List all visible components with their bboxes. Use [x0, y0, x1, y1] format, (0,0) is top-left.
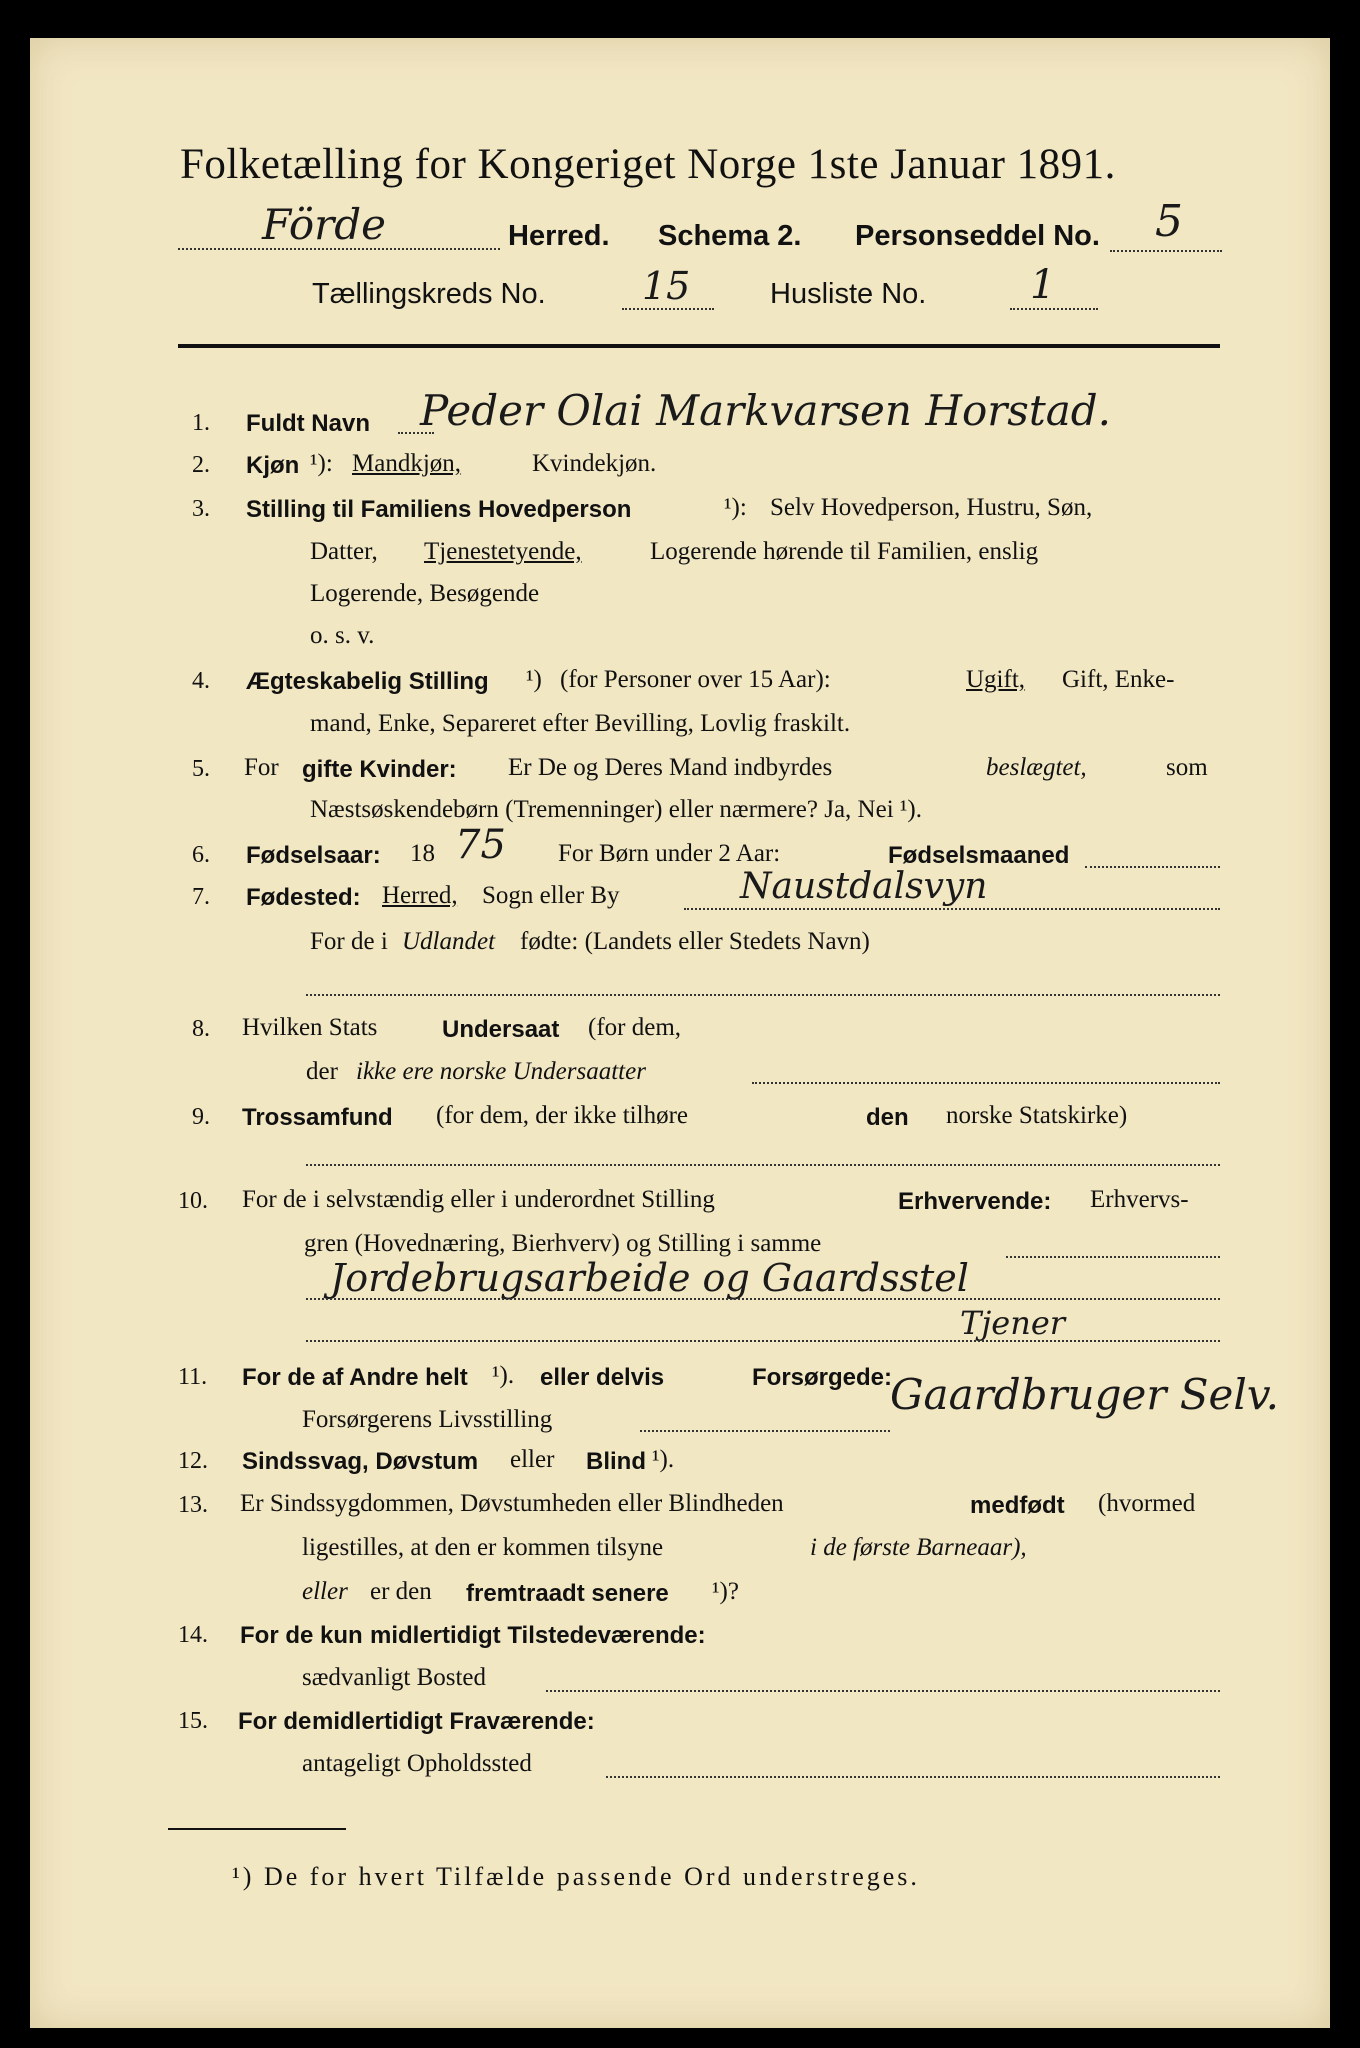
q10-line1a: For de i selvstændig eller i underordnet Stilling	[242, 1186, 715, 1213]
q11-answer: Gaardbruger Selv.	[890, 1370, 1279, 1419]
q13-line2a: ligestilles, at den er kommen tilsyne	[302, 1534, 664, 1561]
q3-label: Stilling til Familiens Hovedperson	[246, 496, 632, 523]
q10-answer2: Tjener	[960, 1304, 1066, 1342]
q10-label: Erhvervende:	[898, 1188, 1052, 1215]
q15-line2: antageligt Opholdssted	[302, 1750, 532, 1777]
q4-label: Ægteskabelig Stilling	[246, 668, 489, 695]
q8-line2a: der	[306, 1058, 338, 1085]
q11-sup1: ¹).	[492, 1362, 515, 1389]
header-rule	[178, 344, 1220, 348]
q3-sup: ¹):	[724, 494, 747, 521]
q2-sup: ¹):	[310, 450, 333, 477]
footnote: ¹) De for hvert Tilfælde passende Ord understreges.	[232, 1862, 920, 1891]
schema-label: Schema 2.	[658, 220, 802, 252]
q3-number: 3.	[192, 496, 210, 522]
q13-line3b: ¹)?	[712, 1578, 739, 1605]
q3-option-tjenestetyende: Tjenestetyende,	[424, 538, 582, 565]
q11-line1a: For de af Andre helt	[242, 1364, 468, 1391]
q14-dots	[546, 1690, 1220, 1692]
q9-label: Trossamfund	[242, 1104, 393, 1131]
q14-number: 14.	[178, 1622, 208, 1648]
q14-label: midlertidigt Tilstedeværende:	[370, 1622, 706, 1649]
q11-label: Forsørgede:	[752, 1364, 893, 1391]
q7-line2b: fødte: (Landets eller Stedets Navn)	[520, 928, 870, 955]
q7-answer: Naustdalsvyn	[740, 866, 988, 907]
q15-pre: For de	[238, 1708, 312, 1735]
q5-som: som	[1166, 754, 1208, 781]
q10-line2: gren (Hovednæring, Bierhverv) og Stilling i samme	[304, 1230, 822, 1257]
form-title: Folketælling for Kongeriget Norge 1ste Januar 1891.	[180, 141, 1116, 188]
q12-label: Sindssvag, Døvstum	[242, 1448, 479, 1475]
personseddel-line	[1110, 250, 1222, 252]
q5-label: gifte Kvinder:	[302, 756, 457, 783]
q4-line1-rest: Gift, Enke-	[1062, 666, 1175, 693]
husliste-value: 1	[1030, 262, 1056, 308]
q5-line1: Er De og Deres Mand indbyrdes	[508, 754, 833, 781]
q15-dots	[606, 1776, 1220, 1778]
q10-dots2	[306, 1298, 1220, 1300]
q11-line2: Forsørgerens Livsstilling	[302, 1406, 553, 1433]
q7-label: Fødested:	[246, 884, 361, 911]
q1-number: 1.	[192, 410, 210, 436]
q6-label2: Fødselsmaaned	[888, 842, 1070, 869]
footnote-rule	[168, 1828, 346, 1830]
q3-line1: Selv Hovedperson, Hustru, Søn,	[770, 494, 1093, 521]
herred-value: Förde	[262, 200, 386, 249]
q8-line1b: (for dem,	[588, 1014, 682, 1041]
q4-sup: ¹)	[526, 666, 542, 693]
q13-line1a: Er Sindssygdommen, Døvstumheden eller Blindheden	[240, 1490, 784, 1517]
q6-number: 6.	[192, 842, 210, 868]
kreds-line	[622, 308, 714, 310]
kreds-value: 15	[642, 264, 691, 308]
husliste-label: Husliste No.	[770, 278, 927, 310]
q13-line2-italic: i de første Barneaar),	[810, 1534, 1027, 1561]
q12-eller: eller	[510, 1446, 555, 1473]
q7-rest: Sogn eller By	[482, 882, 620, 909]
q6-year: 75	[455, 822, 506, 868]
q8-number: 8.	[192, 1016, 210, 1042]
herred-label: Herred.	[508, 220, 610, 252]
q2-number: 2.	[192, 452, 210, 478]
q11-number: 11.	[178, 1364, 208, 1390]
q3-line3: Logerende, Besøgende	[310, 580, 540, 607]
q9-dots	[306, 1164, 1220, 1166]
q10-dots1	[1006, 1256, 1220, 1258]
q14-pre: For de kun	[240, 1622, 363, 1649]
q7-number: 7.	[192, 884, 210, 910]
q6-label: Fødselsaar:	[246, 842, 381, 869]
q1-answer: Peder Olai Markvarsen Horstad.	[420, 386, 1112, 435]
q13-label2: fremtraadt senere	[466, 1580, 669, 1607]
q9-number: 9.	[192, 1104, 210, 1130]
q6-prefix: 18	[410, 840, 435, 867]
q7-dots	[684, 908, 1220, 910]
q8-label: Undersaat	[442, 1016, 560, 1043]
q11-line1b: eller delvis	[540, 1364, 665, 1391]
q13-line1b: (hvormed	[1098, 1490, 1196, 1517]
q7-option-herred: Herred,	[382, 882, 458, 909]
personseddel-value: 5	[1155, 196, 1183, 247]
q9-line1: (for dem, der ikke tilhøre	[436, 1102, 688, 1129]
q8-dots	[752, 1082, 1220, 1084]
q10-number: 10.	[178, 1188, 208, 1214]
husliste-line	[1010, 308, 1098, 310]
q6-text: For Børn under 2 Aar:	[558, 840, 781, 867]
q8-line2-italic: ikke ere norske Undersaatter	[356, 1058, 646, 1085]
q4-number: 4.	[192, 668, 210, 694]
q13-line3-eller: eller	[302, 1578, 348, 1605]
q5-beslaegtet: beslægtet,	[986, 754, 1087, 781]
q12-label2: Blind	[586, 1448, 646, 1475]
q2-option-kvindekjon: Kvindekjøn.	[532, 450, 657, 477]
q10-line1b: Erhvervs-	[1090, 1186, 1189, 1213]
q5-pre: For	[244, 754, 279, 781]
q6-dots	[1085, 866, 1220, 868]
q4-line2: mand, Enke, Separeret efter Bevilling, Lovlig fraskilt.	[310, 710, 851, 737]
q8-line1a: Hvilken Stats	[242, 1014, 378, 1041]
q7-dots2	[306, 994, 1220, 996]
q7-line2a: For de i	[310, 928, 388, 955]
q1-label: Fuldt Navn	[246, 410, 370, 437]
personseddel-label: Personseddel No.	[855, 220, 1100, 252]
q13-line3a: er den	[370, 1578, 432, 1605]
q9-den: den	[866, 1104, 909, 1131]
q2-option-mandkjon: Mandkjøn,	[352, 450, 462, 477]
q15-number: 15.	[178, 1708, 208, 1734]
q5-line2: Næstsøskendebørn (Tremenninger) eller nærmere? Ja, Nei ¹).	[310, 796, 922, 823]
q4-line1: (for Personer over 15 Aar):	[560, 666, 831, 693]
q14-line2: sædvanligt Bosted	[302, 1664, 487, 1691]
q13-label: medfødt	[970, 1492, 1065, 1519]
q13-number: 13.	[178, 1492, 208, 1518]
q5-number: 5.	[192, 756, 210, 782]
q15-label: midlertidigt Fraværende:	[312, 1708, 595, 1735]
q9-rest: norske Statskirke)	[946, 1102, 1128, 1129]
q7-line2-udlandet: Udlandet	[402, 928, 496, 955]
q3-line2-datter: Datter,	[310, 538, 378, 565]
q12-end: ¹).	[652, 1446, 675, 1473]
q11-dots	[640, 1430, 890, 1432]
q10-dots3	[306, 1340, 1220, 1342]
q3-line2-rest: Logerende hørende til Familien, enslig	[650, 538, 1039, 565]
q4-option-ugift: Ugift,	[966, 666, 1026, 693]
q2-label: Kjøn	[246, 452, 300, 479]
kreds-label: Tællingskreds No.	[312, 278, 546, 310]
q12-number: 12.	[178, 1448, 208, 1474]
q3-line4: o. s. v.	[310, 622, 375, 649]
q10-answer1: Jordebrugsarbeide og Gaardsstel	[330, 1256, 969, 1300]
